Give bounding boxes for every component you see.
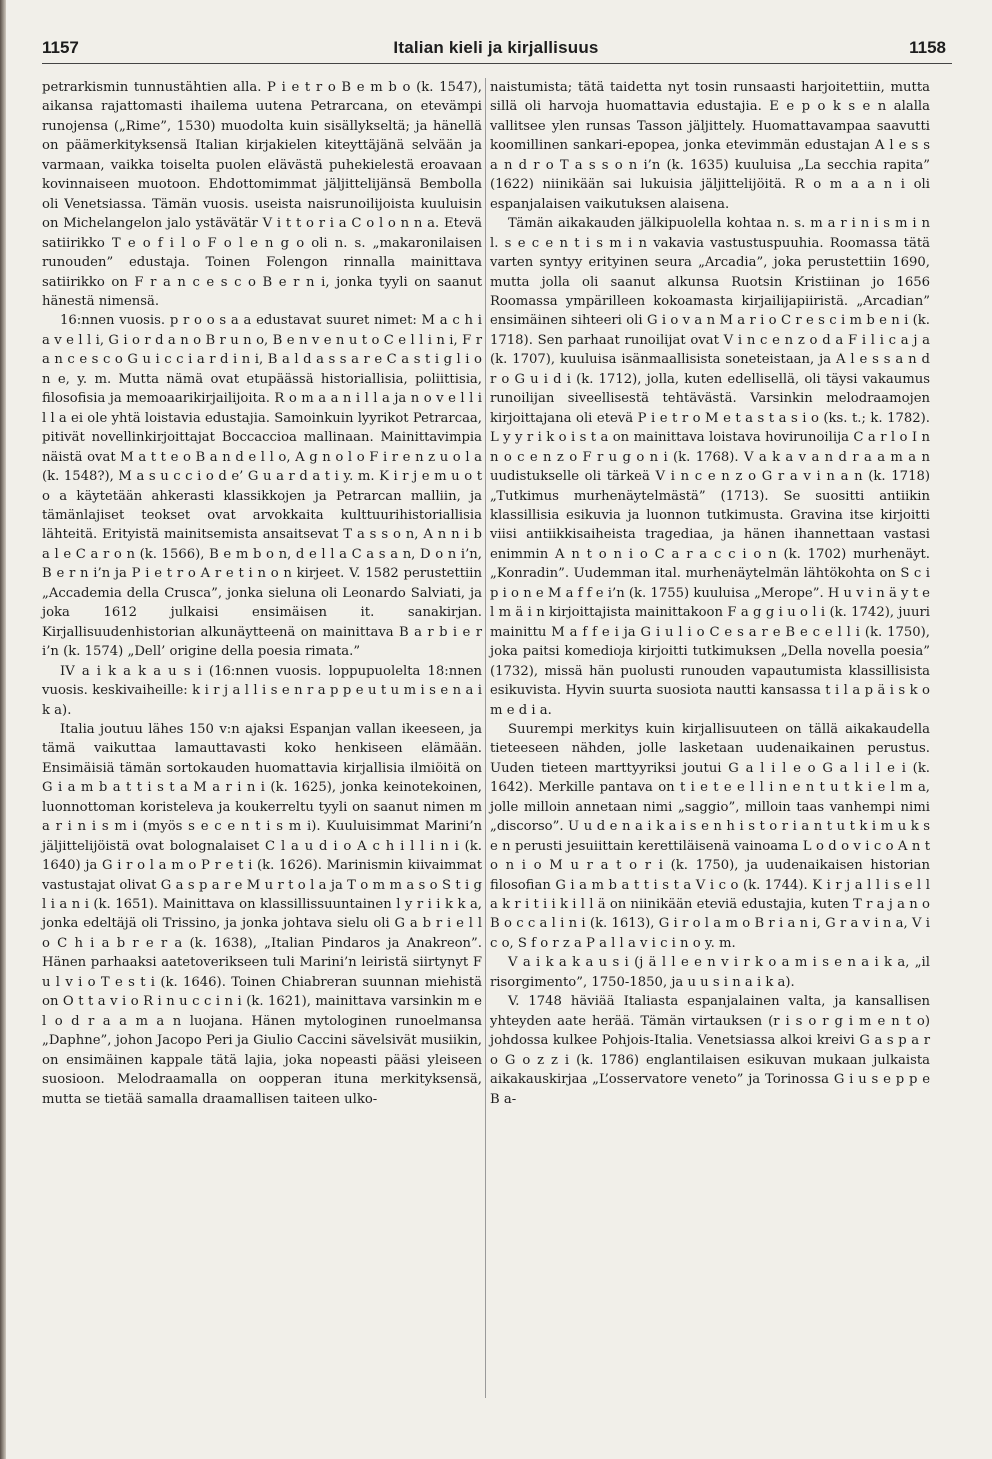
left-paragraph-2: 16:nnen vuosis. p r o o s a a edustavat suuret nimet: M a c h i a v e l l i, G i o r d a n o B r u n o, B e n v e n u t o C e l l i n i, F r a n c e s c o G u i c c i a r d i n i, B a l d a s s a r e C a s t i g l i o n e, y. m. Mutta nämä ovat etupäässä historiallisia, poliittisia, filosofisia ja memoaarikirjailijoita. R o m a a n i l l a ja n o v e l l i l l a ei ole yhtä loistavia edustajia. Samoinkuin lyyrikot Petrarcaa, pitivät novellinkirjoittajat Boccaccioa mallinaan. Mainittavimpia näistä ovat M a t t e o B a n d e l l o, A g n o l o F i r e n z u o l a (k. 1548?), M a s u c c i o d e’ G u a r d a t i y. m. K i r j e m u o t o a käytetään ahkerasti klassikkojen ja Petrarcan malliin, ja tämänlajiset teokset ovat arvokkaita kulttuurihistoriallisia lähteitä. Erityistä mainitsemista ansaitsevat T a s s o n, A n n i b a l e C a r o n (k. 1566), B e m b o n, d e l l a C a s a n, D o n i’n, B e r n i’n ja P i e t r o A r e t i n o n kirjeet. V. 1582 perustettiin „Accademia della Crusca”, jonka sieluna oli Leonardo Salviati, ja joka 1612 julkaisi ensimäisen it. sanakirjan. Kirjallisuudenhistorian alkunäytteenä on mainittava B a r b i e r i’n (k. 1574) „Dell’ origine della poesia rimata.” [42, 313, 482, 660]
column-divider [485, 78, 486, 1398]
right-paragraph-5: V. 1748 häviää Italiasta espanjalainen valta, ja kansallisen yhteyden aate herää. Tämän virtauksen (r i s o r g i m e n t o) johdossa kulkee Pohjois-Italia. Venetsiassa alkoi kreivi G a s p a r o G o z z i (k. 1786) englantilaisen esikuvan mukaan julkaista aikakauskirjaa „L’osservatore veneto” ja Torinossa G i u s e p p e B a- [490, 994, 930, 1107]
left-paragraph-1: petrarkismin tunnustähtien alla. P i e t r o B e m b o (k. 1547), aikansa rajattomasti ihailema uutena Petrarcana, on etevämpi runojensa („Rime”, 1530) muodolta kuin sisällykseltä; ja hänellä on päämerkityksensä Italian kirjakielen kiteyttäjänä selvään ja varmaan, vaikka toiselta puolen elävästä puhekielestä eroavaan kovinnaiseen muotoon. Ehdottomimmat jäljittelijänsä Bembolla oli Venetsiassa. Tämän vuosis. useista naisrunoilijoista kuuluisin on Michelangelon jalo ystävätär V i t t o r i a C o l o n n a. Etevä satiirikko T e o f i l o F o l e n g o oli n. s. „makaronilaisen runouden” edustaja. Toinen Folengon rinnalla mainittava satiirikko on F r a n c e s c o B e r n i, jonka tyyli on saanut hänestä nimensä. [42, 80, 482, 309]
page-number-right: 1158 [909, 38, 946, 57]
right-paragraph-2: Tämän aikakauden jälkipuolella kohtaa n. s. m a r i n i s m i n l. s e c e n t i s m i n vakavia vastustuspuuhia. Roomassa tätä varten syntyy erityinen seura „Arcadia”, joka perustettiin 1690, mutta jolla oli saanut alkunsa Ruotsin Kristiinan jo 1656 Roomassa ympärilleen kokoamasta kirjailijapiiristä. „Arcadian” ensimäinen sihteeri oli G i o v a n M a r i o C r e s c i m b e n i (k. 1718). Sen parhaat runoilijat ovat V i n c e n z o d a F i l i c a j a (k. 1707), kuuluisa isänmaallisista soneteistaan, ja A l e s s a n d r o G u i d i (k. 1712), jolla, kuten edellisellä, oli täysi vakaumus runoilijan siveellisestä tehtävästä. Varsinkin melodraamojen kirjoittajana oli etevä P i e t r o M e t a s t a s i o (ks. t.; k. 1782). L y y r i k o i s t a on mainittava loistava hovirunoilija C a r l o I n n o c e n z o F r u g o n i (k. 1768). V a k a v a n d r a a m a n uudistukselle oli tärkeä V i n c e n z o G r a v i n a n (k. 1718) „Tutkimus murhenäytelmästä” (1713). Se suositti antiikin klassillisia esikuvia ja luonnon tutkimusta. Gravina itse kirjoitti viisi antiikkisaiheista tragediaa, ja hänen ihannettaan vastasi enimmin A n t o n i o C a r a c c i o n (k. 1702) murhenäyt. „Konradin”. Uudemman ital. murhenäytelmän lähtökohta on S c i p i o n e M a f f e i’n (k. 1755) kuuluisa „Merope”. H u v i n ä y t e l m ä i n kirjoittajista mainittakoon F a g g i u o l i (k. 1742), juuri mainittu M a f f e i ja G i u l i o C e s a r e B e c e l l i (k. 1750), joka paitsi komedioja kirjoitti tutkimuksen „Della novella poesia” (1732), missä hän puolusti runouden vapautumista klassillisista esikuvista. Hyvin suurta suosiota nautti kansassa t i l a p ä i s k o m e d i a. [490, 216, 930, 718]
header-rule [42, 63, 952, 64]
running-title: Italian kieli ja kirjallisuus [393, 38, 599, 57]
right-paragraph-4: V a i k a k a u s i (j ä l l e e n v i r k o a m i s e n a i k a, „il risorgimento”, 1750-1850, ja u u s i n a i k a). [490, 955, 930, 990]
page-header [0, 38, 992, 62]
right-column [490, 78, 930, 1109]
page-number-left: 1157 [42, 38, 79, 57]
right-paragraph-1: naistumista; tätä taidetta nyt tosin runsaasti harjoitettiin, mutta sillä oli harvoja huomattavia edustajia. E e p o k s e n alalla vallitsee ylen runsas Tasson jäljittely. Huomattavampaa saavutti koomillinen sankari-epopea, jonka etevimmän edustajan A l e s s a n d r o T a s s o n i’n (k. 1635) kuuluisa „La secchia rapita” (1622) niinikään sai lukuisia jäljittelijöitä. R o m a a n i oli espanjalaisen vaikutuksen alaisena. [490, 80, 930, 212]
right-paragraph-3: Suurempi merkitys kuin kirjallisuuteen on tällä aikakaudella tieteeseen nähden, jolle lasketaan uudenaikainen perustus. Uuden tieteen marttyyriksi joutui G a l i l e o G a l i l e i (k. 1642). Merkille pantava on t i e t e e l l i n e n t u t k i e l m a, jolle millоin annetaan nimi „saggio”, milloin taas vanhempi nimi „discorso”. U u d e n a i k a i s e n h i s t o r i a n t u t k i m u k s e n perusti jesuiittain kerettiläisenä vainoama L o d o v i c o A n t o n i o M u r a t o r i (k. 1750), ja uudenaikaisen historian filosofian G i a m b a t t i s t a V i c o (k. 1744). K i r j a l l i s e l l a k r i t i i k i l l ä on niinikään eteviä edustajia, kuten T r a j a n o B o c c a l i n i (k. 1613), G i r o l a m o B r i a n i, G r a v i n a, V i c o, S f o r z a P a l l a v i c i n o y. m. [490, 721, 930, 951]
page-edge-shadow [0, 0, 6, 1459]
left-paragraph-4: Italia joutuu lähes 150 v:n ajaksi Espanjan vallan ikeeseen, ja tämä vaikuttaa lamauttavasti koko henkiseen elämään. Ensimäisiä tämän sortokauden huomattavia kirjallisia ilmiöitä on G i a m b a t t i s t a M a r i n i (k. 1625), jonka keinotekoinen, luonnottoman koristeleva ja koukerreltu tyyli on saanut nimen m a r i n i s m i (myös s e c e n t i s m i). Kuuluisimmat Marini’n jäljittelijöistä ovat bolognalaiset C l a u d i o A c h i l l i n i (k. 1640) ja G i r o l a m o P r e t i (k. 1626). Marinismin kiivaimmat vastustajat olivat G a s p a r e M u r t o l a ja T o m m a s o S t i g l i a n i (k. 1651). Mainittava on klassillissuuntainen l y r i i k k a, jonka edeltäjä oli Trissino, ja jonka johtava sielu oli G a b r i e l l o C h i a b r e r a (k. 1638), „Italian Pindaros ja Anakreon”. Hänen parhaaksi aatetoverikseen tuli Marini’n leiristä siirtynyt F u l v i o T e s t i (k. 1646). Toinen Chiabreran suunnan miehistä on O t t a v i o R i n u c c i n i (k. 1621), mainittava varsinkin m e l o d r a a m a n luojana. Hänen mytologinen runoelmansa „Daphne”, johon Jacopo Peri ja Giulio Caccini sävelsivät musiikin, on ensimäinen kappale tätä lajia, joka nopeasti pääsi yleiseen suosioon. Melodraamalla on oopperan ituna merkityksensä, mutta se tietää samalla draamallisen taiteen ulko- [42, 721, 482, 1107]
left-paragraph-3: IV a i k a k a u s i (16:nnen vuosis. loppupuolelta 18:nnen vuosis. keskivaiheille: k i r j a l l i s e n r a p p e u t u m i s e n a i k a). [42, 663, 482, 718]
left-column [42, 78, 482, 1109]
